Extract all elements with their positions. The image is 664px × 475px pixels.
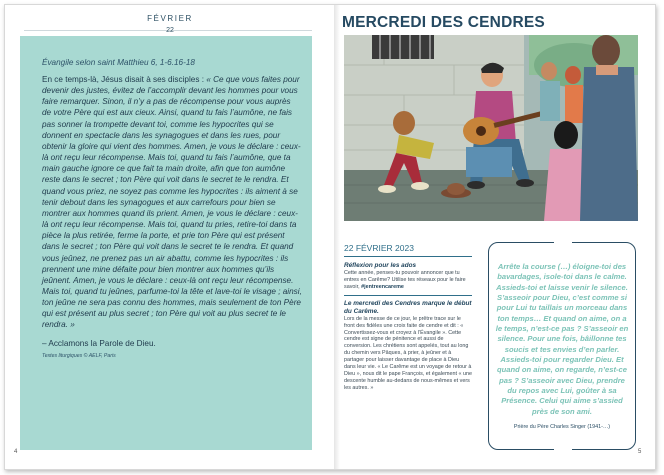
- prayer-credit: Prière du Père Charles Singer (1941-…): [513, 424, 611, 430]
- section2-heading: Le mercredi des Cendres marque le début du Carême.: [344, 299, 472, 315]
- hashtag: #jentreencareme: [361, 283, 404, 290]
- gospel-intro: En ce temps-là, Jésus disait à ses disciples :: [42, 75, 207, 84]
- section1-heading: Réflexion pour les ados: [344, 262, 417, 269]
- date-rule: [344, 256, 472, 257]
- gospel-text: [42, 74, 302, 331]
- section1-text: Cette année, penses-tu pouvoir annoncer que tu entres en Carême? Utilise tes réseaux pour le faire savoir,: [344, 270, 466, 290]
- frame-notch-bottom: [554, 446, 572, 454]
- acclamation: – Acclamons la Parole de Dieu.: [42, 338, 156, 348]
- gospel-box: [20, 36, 312, 450]
- page-gutter: [334, 5, 340, 469]
- prayer-text: Arrête la course (…) éloigne-toi des bavardages, isole-toi dans le calme. Assieds-toi et laisse venir le silence. S’asseoir pour Dieu, c’est comme si pour Lui tu taillais un morceau dans ton temps… Et quand on aime, on a le temps, n’est-ce pas ? S’asseoir en silence. Pour une fois, bâillonne tes soucis et tes envies d’en parler. Assieds-toi pour regarder Dieu. Et quand on aime, on regarde, n’est-ce pas ? S’asseoir avec Dieu, prendre du repos avec Lui, goûter à sa Présence. Celui qui aime s’assied près de son ami.: [495, 262, 629, 416]
- page-number-right: 5: [638, 449, 642, 455]
- date-heading: 22 FÉVRIER 2023: [344, 243, 414, 253]
- street-musicians-illustration: [344, 35, 638, 221]
- reflection-column: [344, 262, 472, 392]
- month-label: FÉVRIER: [147, 14, 193, 23]
- section2-body: Lors de la messe de ce jour, le prêtre trace sur le front des fidèles une croix faite de cendre et dit : « Convertissez-vous et croyez à l’Évangile ». Cette cendre est signe de pénitence et aussi de conversion. Les chrétiens sont appelés, tout au long du chemin vers Pâques, à prier, à jeûner et à partager pour laisser davantage de place à Dieu dans leur vie. « Le Carême est un voyage de retour à Dieu », nous dit le pape François, et également « une descente humble au-dedans de nous-mêmes et vers les autres. »: [344, 315, 472, 391]
- page-number-left: 4: [14, 449, 18, 455]
- illustration: [344, 35, 638, 221]
- frame-notch-top: [554, 238, 572, 246]
- gospel-reference: Évangile selon saint Matthieu 6, 1-6.16-18: [42, 58, 195, 67]
- day-number: 22: [166, 27, 174, 34]
- page-title: MERCREDI DES CENDRES: [342, 14, 545, 31]
- credits: Textes liturgiques © AELF, Paris: [42, 352, 116, 359]
- gospel-body: « Ce que vous faites pour devenir des justes, évitez de l’accomplir devant les hommes pour vous faire remarquer. Sinon, il n’y a pas de récompense pour vous auprès de votre Père qui est aux cieux. Ainsi, quand tu fais l’aumône, ne fais pas sonner la trompette devant toi, comme les hypocrites qui se donnent en spectacle dans les synagogues et dans les rues, pour obtenir la gloire qui vient des hommes. Amen, je vous le déclare : ceux-là ont reçu leur récompense. Mais toi, quand tu fais l’aumône, que ta main gauche ignore ce que fait ta main droite, afin que ton aumône reste dans le secret ; ton Père qui voit dans le secret te le rendra. Et quand vous priez, ne soyez pas comme les hypocrites : ils aiment à se tenir debout dans les synagogues et aux carrefours pour bien se montrer aux hommes quand ils prient. Amen, je vous le déclare : ceux-là ont reçu leur récompense. Mais toi, quand tu pries, retire-toi dans ta pièce la plus retirée, ferme la porte, et prie ton Père qui est présent dans le secret ; ton Père qui voit dans le secret te le rendra. Et quand vous jeûnez, ne prenez pas un air abattu, comme les hypocrites : ils prennent une mine défaite pour bien montrer aux hommes qu’ils jeûnent. Amen, je vous le déclare : ceux-là ont reçu leur récompense. Mais toi, quand tu jeûnes, parfume-toi la tête et lave-toi le visage ; ainsi, ton jeûne ne sera pas connu des hommes, mais seulement de ton Père qui est présent au plus secret ; ton Père qui voit au plus secret te le rendra. »: [42, 75, 302, 330]
- section-rule: [344, 295, 472, 296]
- section1-body: [344, 270, 472, 291]
